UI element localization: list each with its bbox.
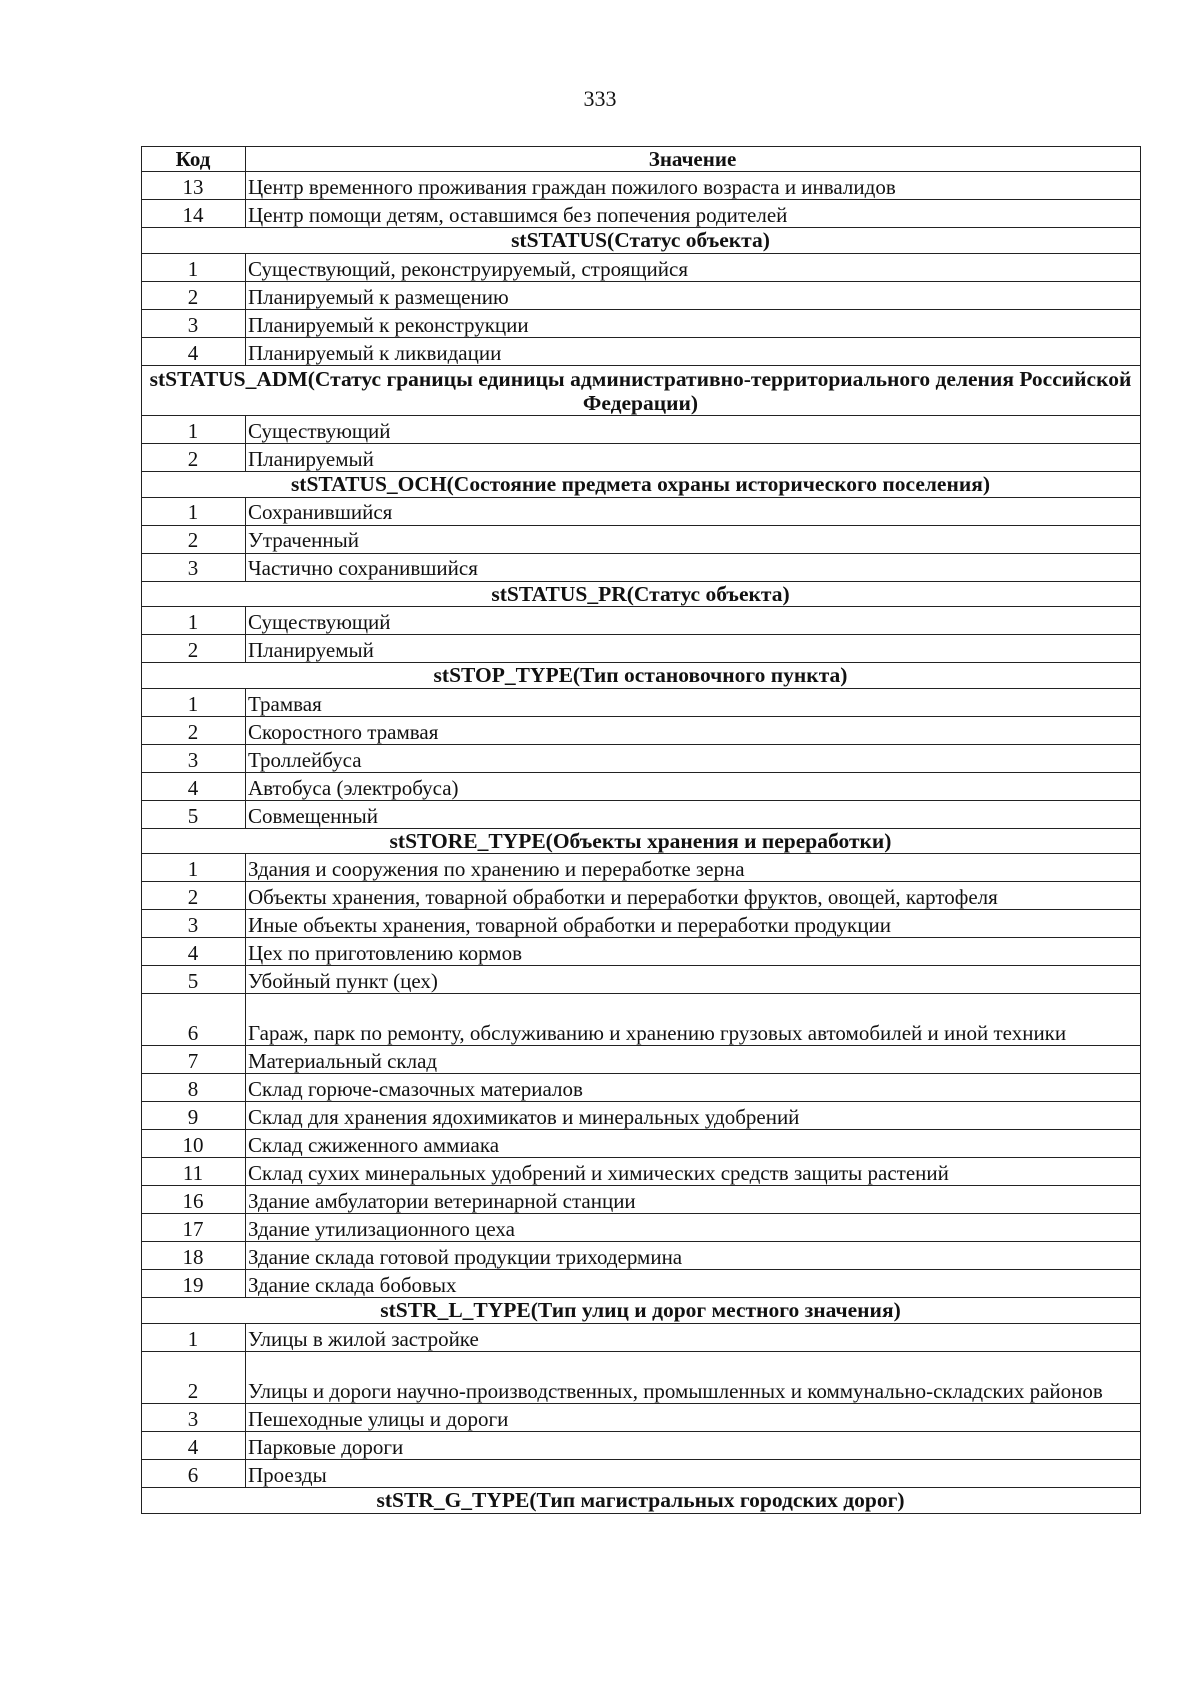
- table-row: [142, 497, 1141, 525]
- value-cell: Планируемый к реконструкции: [246, 309, 1141, 337]
- table-row: [142, 966, 1141, 994]
- table-row: [142, 1074, 1141, 1102]
- value-cell: Планируемый: [246, 635, 1141, 663]
- code-cell: 4: [142, 938, 246, 966]
- code-cell: 3: [142, 1404, 246, 1432]
- table-row: [142, 1186, 1141, 1214]
- code-cell: 2: [142, 882, 246, 910]
- code-cell: 19: [142, 1270, 246, 1298]
- section-row: [142, 828, 1141, 854]
- table-row: [142, 1102, 1141, 1130]
- table-row: [142, 415, 1141, 443]
- code-table: [141, 146, 1141, 1514]
- table-row: [142, 253, 1141, 281]
- code-cell: 1: [142, 1324, 246, 1352]
- code-cell: 3: [142, 309, 246, 337]
- code-cell: 2: [142, 635, 246, 663]
- value-cell: Убойный пункт (цех): [246, 966, 1141, 994]
- value-cell: Планируемый: [246, 443, 1141, 471]
- table-row: [142, 337, 1141, 365]
- column-header-code: Код: [142, 147, 246, 172]
- value-cell: Автобуса (электробуса): [246, 772, 1141, 800]
- table-row: [142, 1432, 1141, 1460]
- code-cell: 7: [142, 1046, 246, 1074]
- table-row: [142, 1270, 1141, 1298]
- table-row: [142, 1352, 1141, 1404]
- table-row: [142, 1460, 1141, 1488]
- code-cell: 1: [142, 688, 246, 716]
- table-row: [142, 800, 1141, 828]
- value-cell: Существующий: [246, 607, 1141, 635]
- code-cell: 1: [142, 497, 246, 525]
- value-cell: Иные объекты хранения, товарной обработки и переработки продукции: [246, 910, 1141, 938]
- section-row: [142, 471, 1141, 497]
- code-cell: 4: [142, 337, 246, 365]
- code-cell: 4: [142, 1432, 246, 1460]
- value-cell: Совмещенный: [246, 800, 1141, 828]
- section-title: stSTORE_TYPE(Объекты хранения и переработки): [142, 828, 1141, 854]
- value-cell: Гараж, парк по ремонту, обслуживанию и хранению грузовых автомобилей и иной техники: [246, 994, 1141, 1046]
- table-row: [142, 553, 1141, 581]
- table-row: [142, 716, 1141, 744]
- code-cell: 2: [142, 281, 246, 309]
- section-row: [142, 1298, 1141, 1324]
- table-row: [142, 1404, 1141, 1432]
- table-row: [142, 1324, 1141, 1352]
- table-row: [142, 882, 1141, 910]
- value-cell: Материальный склад: [246, 1046, 1141, 1074]
- value-cell: Объекты хранения, товарной обработки и переработки фруктов, овощей, картофеля: [246, 882, 1141, 910]
- table-row: [142, 281, 1141, 309]
- section-title: stSTR_G_TYPE(Тип магистральных городских дорог): [142, 1488, 1141, 1514]
- table-row: [142, 200, 1141, 228]
- table-row: [142, 910, 1141, 938]
- code-cell: 3: [142, 744, 246, 772]
- value-cell: Парковые дороги: [246, 1432, 1141, 1460]
- table-row: [142, 525, 1141, 553]
- table-row: [142, 443, 1141, 471]
- code-cell: 2: [142, 443, 246, 471]
- section-row: [142, 365, 1141, 415]
- code-cell: 3: [142, 910, 246, 938]
- code-cell: 18: [142, 1242, 246, 1270]
- value-cell: Сохранившийся: [246, 497, 1141, 525]
- code-cell: 9: [142, 1102, 246, 1130]
- code-cell: 10: [142, 1130, 246, 1158]
- code-cell: 13: [142, 172, 246, 200]
- code-cell: 6: [142, 1460, 246, 1488]
- table-row: [142, 1046, 1141, 1074]
- table-row: [142, 309, 1141, 337]
- section-title: stSTOP_TYPE(Тип остановочного пункта): [142, 663, 1141, 689]
- code-cell: 2: [142, 525, 246, 553]
- section-row: [142, 1488, 1141, 1514]
- value-cell: Центр временного проживания граждан пожилого возраста и инвалидов: [246, 172, 1141, 200]
- value-cell: Здания и сооружения по хранению и переработке зерна: [246, 854, 1141, 882]
- value-cell: Здание утилизационного цеха: [246, 1214, 1141, 1242]
- code-cell: 16: [142, 1186, 246, 1214]
- value-cell: Здание амбулатории ветеринарной станции: [246, 1186, 1141, 1214]
- table-row: [142, 938, 1141, 966]
- section-row: [142, 581, 1141, 607]
- section-title: stSTR_L_TYPE(Тип улиц и дорог местного значения): [142, 1298, 1141, 1324]
- table-row: [142, 635, 1141, 663]
- value-cell: Пешеходные улицы и дороги: [246, 1404, 1141, 1432]
- code-cell: 3: [142, 553, 246, 581]
- code-cell: 1: [142, 854, 246, 882]
- table-row: [142, 1130, 1141, 1158]
- section-title: stSTATUS_ADM(Статус границы единицы административно-территориального деления Российской Федерации): [142, 365, 1141, 415]
- code-cell: 1: [142, 415, 246, 443]
- value-cell: Планируемый к размещению: [246, 281, 1141, 309]
- table-row: [142, 1158, 1141, 1186]
- table-row: [142, 688, 1141, 716]
- table-row: [142, 772, 1141, 800]
- value-cell: Скоростного трамвая: [246, 716, 1141, 744]
- table-row: [142, 607, 1141, 635]
- table-row: [142, 994, 1141, 1046]
- column-header-value: Значение: [246, 147, 1141, 172]
- value-cell: Трамвая: [246, 688, 1141, 716]
- table-row: [142, 172, 1141, 200]
- code-cell: 2: [142, 716, 246, 744]
- section-row: [142, 228, 1141, 254]
- value-cell: Здание склада бобовых: [246, 1270, 1141, 1298]
- value-cell: Существующий, реконструируемый, строящийся: [246, 253, 1141, 281]
- code-cell: 8: [142, 1074, 246, 1102]
- value-cell: Планируемый к ликвидации: [246, 337, 1141, 365]
- section-row: [142, 663, 1141, 689]
- table-header-row: [142, 147, 1141, 172]
- section-title: stSTATUS(Статус объекта): [142, 228, 1141, 254]
- section-title: stSTATUS_PR(Статус объекта): [142, 581, 1141, 607]
- table-row: [142, 1214, 1141, 1242]
- value-cell: Улицы и дороги научно-производственных, промышленных и коммунально-складских районов: [246, 1352, 1141, 1404]
- value-cell: Троллейбуса: [246, 744, 1141, 772]
- value-cell: Здание склада готовой продукции триходермина: [246, 1242, 1141, 1270]
- table-body: [142, 172, 1141, 1514]
- code-cell: 1: [142, 253, 246, 281]
- value-cell: Склад сухих минеральных удобрений и химических средств защиты растений: [246, 1158, 1141, 1186]
- page-number: 333: [583, 86, 617, 111]
- code-cell: 2: [142, 1352, 246, 1404]
- value-cell: Склад сжиженного аммиака: [246, 1130, 1141, 1158]
- table-row: [142, 744, 1141, 772]
- code-cell: 4: [142, 772, 246, 800]
- code-cell: 17: [142, 1214, 246, 1242]
- code-cell: 11: [142, 1158, 246, 1186]
- value-cell: Существующий: [246, 415, 1141, 443]
- table-row: [142, 854, 1141, 882]
- value-cell: Частично сохранившийся: [246, 553, 1141, 581]
- value-cell: Цех по приготовлению кормов: [246, 938, 1141, 966]
- code-cell: 5: [142, 966, 246, 994]
- code-cell: 6: [142, 994, 246, 1046]
- code-cell: 1: [142, 607, 246, 635]
- value-cell: Улицы в жилой застройке: [246, 1324, 1141, 1352]
- table-row: [142, 1242, 1141, 1270]
- section-title: stSTATUS_OCH(Состояние предмета охраны исторического поселения): [142, 471, 1141, 497]
- value-cell: Центр помощи детям, оставшимся без попечения родителей: [246, 200, 1141, 228]
- value-cell: Склад для хранения ядохимикатов и минеральных удобрений: [246, 1102, 1141, 1130]
- value-cell: Проезды: [246, 1460, 1141, 1488]
- code-cell: 5: [142, 800, 246, 828]
- value-cell: Утраченный: [246, 525, 1141, 553]
- code-cell: 14: [142, 200, 246, 228]
- value-cell: Склад горюче-смазочных материалов: [246, 1074, 1141, 1102]
